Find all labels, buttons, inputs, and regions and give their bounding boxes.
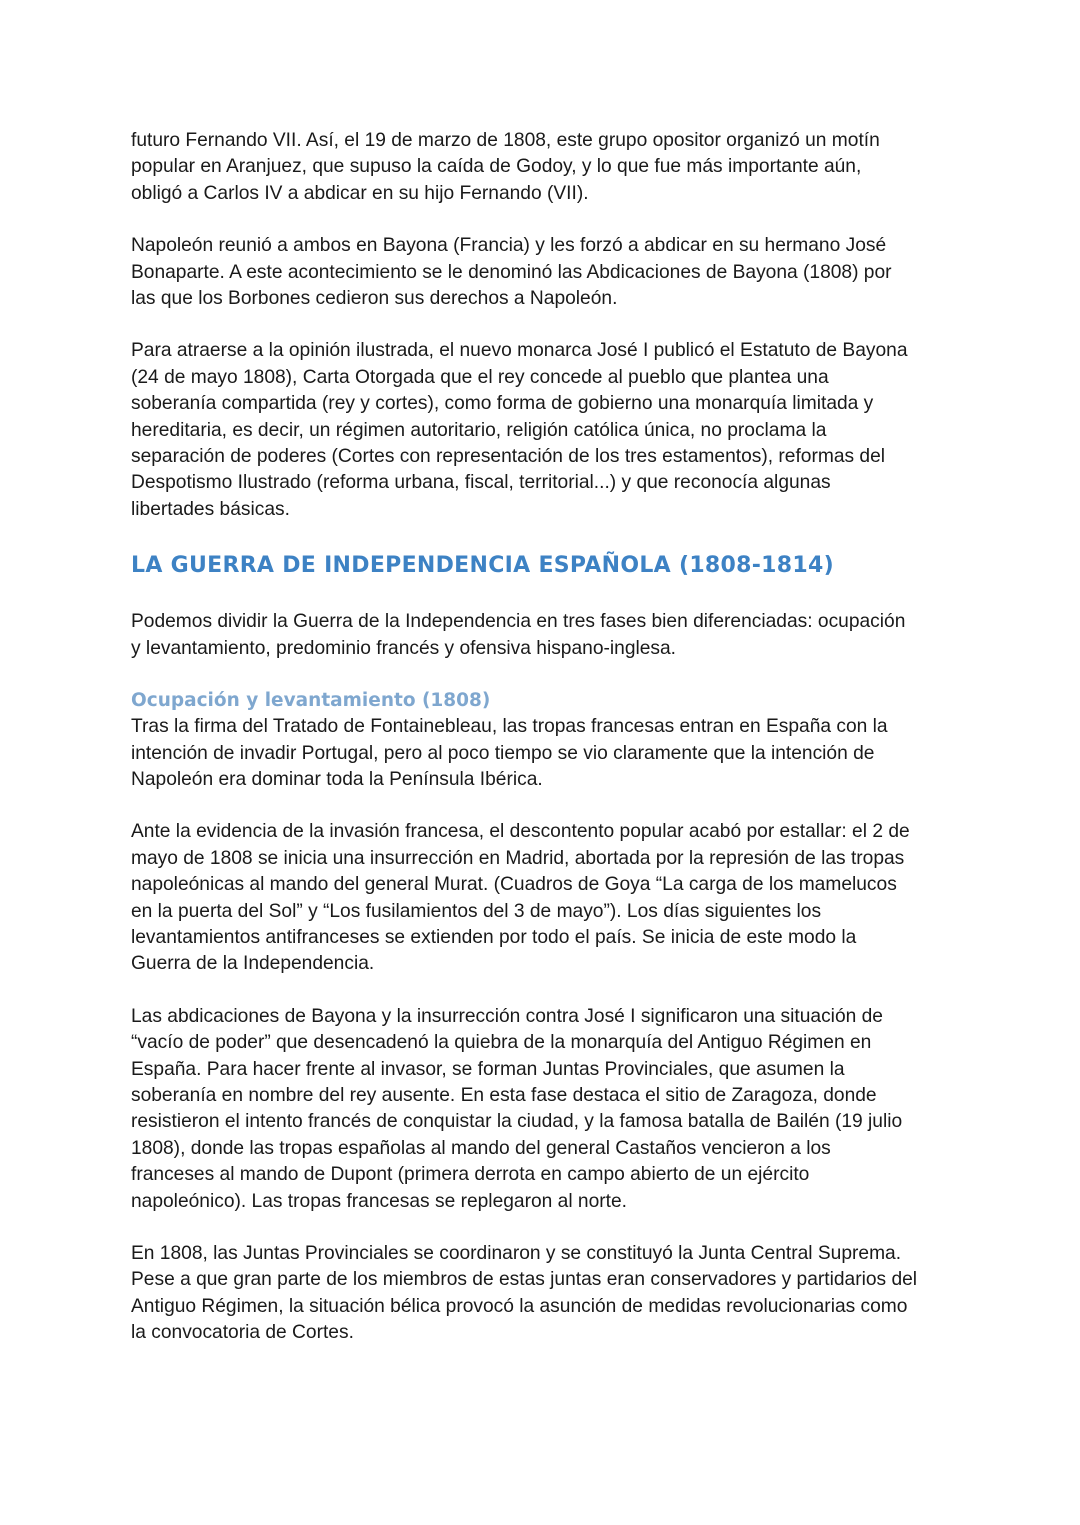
paragraph-dos-de-mayo: Ante la evidencia de la invasión francesa, el descontento popular acabó por estallar: el 2 de mayo de 1808 se inicia una insurrección en Madrid, abortada por la represión de las tropas napoleónicas al mando del general Murat. (Cuadros de Goya “La carga de los mamelucos en la puerta del Sol” y “Los fusilamientos del 3 de mayo”). Los días siguientes los levantamientos antifranceses se extienden por todo el país. Se inicia de este modo la Guerra de la Independencia. [131,821,910,975]
paragraph-fontainebleau: Tras la firma del Tratado de Fontainebleau, las tropas francesas entran en España con la intención de invadir Portugal, pero al poco tiempo se vio claramente que la intención de Napoleón era dominar toda la Península Ibérica. [131,716,888,790]
document-body [131,128,961,1347]
paragraph-junta-central: En 1808, las Juntas Provinciales se coordinaron y se constituyó la Junta Central Suprema. Pese a que gran parte de los miembros de estas juntas eran conservadores y partidarios del Antiguo Régimen, la situación bélica provocó la asunción de medidas revolucionarias como la convocatoria de Cortes. [131,1243,918,1344]
paragraph-estatuto: Para atraerse a la opinión ilustrada, el nuevo monarca José I publicó el Estatuto de Bayona (24 de mayo 1808), Carta Otorgada que el rey concede al pueblo que plantea una soberanía compartida (rey y cortes), como forma de gobierno una monarquía limitada y hereditaria, es decir, un régimen autoritario, religión católica única, no proclama la separación de poderes (Cortes con representación de los tres estamentos), reformas del Despotismo Ilustrado (reforma urbana, fiscal, territorial...) y que reconocía algunas libertades básicas. [131,340,908,520]
subsection-heading-wrapper [131,688,961,714]
paragraph-juntas-provinciales: Las abdicaciones de Bayona y la insurrección contra José I significaron una situación de “vacío de poder” que desencadenó la quiebra de la monarquía del Antiguo Régimen en España. Para hacer frente al invasor, se forman Juntas Provinciales, que asumen la soberanía en nombre del rey ausente. En esta fase destaca el sitio de Zaragoza, donde resistieron el intento francés de conquistar la ciudad, y la famosa batalla de Bailén (19 julio 1808), donde las tropas españolas al mando del general Castaños vencieron a los franceses al mando de Dupont (primera derrota en campo abierto de un ejército napoleónico). Las tropas francesas se replegaron al norte. [131,1005,903,1212]
section-heading-wrapper [131,551,961,581]
subsection-heading: Ocupación y levantamiento (1808) [131,690,491,712]
section-intro-paragraph: Podemos dividir la Guerra de la Independencia en tres fases bien diferenciadas: ocupación y levantamiento, predominio francés y ofensiva hispano-inglesa. [131,611,906,659]
paragraph-aranjuez: futuro Fernando VII. Así, el 19 de marzo de 1808, este grupo opositor organizó un motín popular en Aranjuez, que supuso la caída de Godoy, y lo que fue más importante aún, obligó a Carlos IV a abdicar en su hijo Fernando (VII). [131,130,880,204]
section-heading: LA GUERRA DE INDEPENDENCIA ESPAÑOLA (1808-1814) [131,553,834,579]
paragraph-bayona: Napoleón reunió a ambos en Bayona (Francia) y les forzó a abdicar en su hermano José Bonaparte. A este acontecimiento se le denominó las Abdicaciones de Bayona (1808) por las que los Borbones cedieron sus derechos a Napoleón. [131,235,892,310]
